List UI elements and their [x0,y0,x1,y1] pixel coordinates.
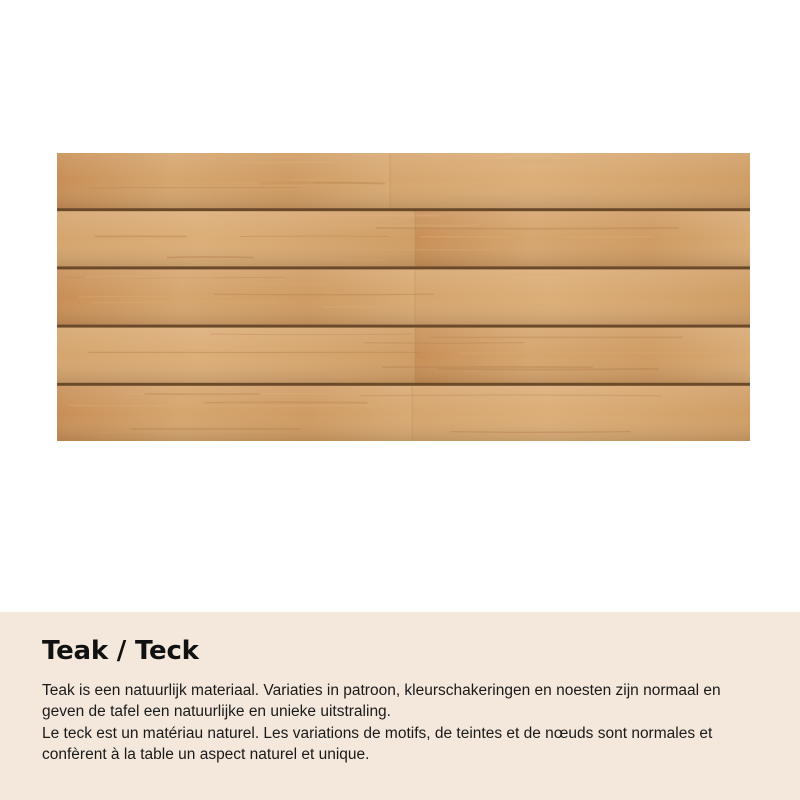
description-french: Le teck est un matériau naturel. Les variations de motifs, de teintes et de nœuds sont normales et confèrent à la table un aspect naturel et unique. [42,725,713,763]
description-dutch: Teak is een natuurlijk materiaal. Variaties in patroon, kleurschakeringen en noesten zijn normaal en geven de tafel een natuurlijke en unieke uitstraling. [42,682,721,720]
plank-shading [57,328,750,383]
plank-shading [57,153,750,208]
teak-tabletop-image [57,153,750,441]
material-title: Teak / Teck [42,636,199,666]
plank-shading [57,211,750,266]
plank-shading [57,386,750,441]
plank-shading [57,269,750,324]
